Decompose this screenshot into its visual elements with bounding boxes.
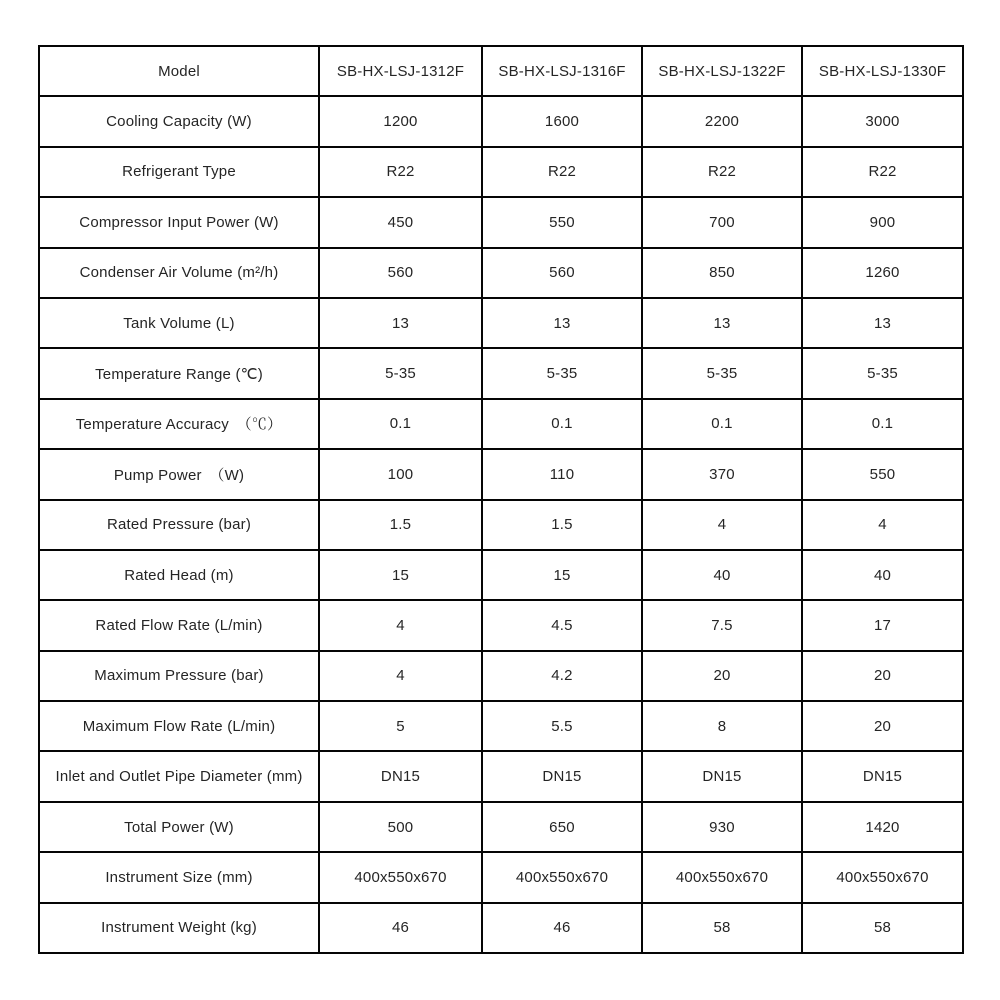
row-label: Rated Head (m) <box>39 550 319 600</box>
table-row <box>39 449 963 499</box>
row-label: Rated Flow Rate (L/min) <box>39 600 319 650</box>
cell-value: 1600 <box>482 96 642 146</box>
cell-value: 400x550x670 <box>482 852 642 902</box>
header-row <box>39 46 963 96</box>
cell-value: 20 <box>642 651 802 701</box>
row-label: Maximum Flow Rate (L/min) <box>39 701 319 751</box>
cell-value: 1420 <box>802 802 963 852</box>
table-row <box>39 550 963 600</box>
cell-value: 5-35 <box>482 348 642 398</box>
cell-value: R22 <box>319 147 482 197</box>
table-row <box>39 197 963 247</box>
cell-value: 13 <box>482 298 642 348</box>
cell-value: 1260 <box>802 248 963 298</box>
cell-value: 100 <box>319 449 482 499</box>
table-row <box>39 651 963 701</box>
header-column-model: SB-HX-LSJ-1330F <box>802 46 963 96</box>
cell-value: 1.5 <box>319 500 482 550</box>
table-row <box>39 147 963 197</box>
cell-value: 8 <box>642 701 802 751</box>
row-label: Instrument Weight (kg) <box>39 903 319 953</box>
cell-value: 700 <box>642 197 802 247</box>
row-label: Pump Power （W) <box>39 449 319 499</box>
cell-value: 4 <box>802 500 963 550</box>
cell-value: 560 <box>482 248 642 298</box>
cell-value: 15 <box>319 550 482 600</box>
table-row <box>39 248 963 298</box>
cell-value: 58 <box>802 903 963 953</box>
cell-value: 500 <box>319 802 482 852</box>
cell-value: 370 <box>642 449 802 499</box>
table-row <box>39 600 963 650</box>
table-row <box>39 348 963 398</box>
cell-value: 4 <box>319 651 482 701</box>
cell-value: R22 <box>482 147 642 197</box>
row-label: Tank Volume (L) <box>39 298 319 348</box>
cell-value: 13 <box>642 298 802 348</box>
cell-value: R22 <box>802 147 963 197</box>
row-label: Refrigerant Type <box>39 147 319 197</box>
table-row <box>39 500 963 550</box>
cell-value: 7.5 <box>642 600 802 650</box>
table-row <box>39 903 963 953</box>
row-label: Temperature Range (℃) <box>39 348 319 398</box>
cell-value: 850 <box>642 248 802 298</box>
cell-value: 5 <box>319 701 482 751</box>
table-row <box>39 399 963 449</box>
cell-value: 58 <box>642 903 802 953</box>
table-row <box>39 751 963 801</box>
cell-value: 400x550x670 <box>802 852 963 902</box>
cell-value: 5-35 <box>642 348 802 398</box>
table-row <box>39 802 963 852</box>
cell-value: 5-35 <box>802 348 963 398</box>
cell-value: 13 <box>802 298 963 348</box>
cell-value: 13 <box>319 298 482 348</box>
cell-value: 4.5 <box>482 600 642 650</box>
row-label: Rated Pressure (bar) <box>39 500 319 550</box>
cell-value: 17 <box>802 600 963 650</box>
table-row <box>39 701 963 751</box>
row-label: Compressor Input Power (W) <box>39 197 319 247</box>
cell-value: 1.5 <box>482 500 642 550</box>
table-row <box>39 96 963 146</box>
cell-value: 900 <box>802 197 963 247</box>
header-column-model: SB-HX-LSJ-1316F <box>482 46 642 96</box>
cell-value: 560 <box>319 248 482 298</box>
cell-value: 40 <box>642 550 802 600</box>
row-label: Temperature Accuracy （℃） <box>39 399 319 449</box>
cell-value: DN15 <box>319 751 482 801</box>
cell-value: 4 <box>642 500 802 550</box>
cell-value: 550 <box>482 197 642 247</box>
cell-value: 46 <box>482 903 642 953</box>
cell-value: 15 <box>482 550 642 600</box>
table-row <box>39 852 963 902</box>
header-column-model: SB-HX-LSJ-1322F <box>642 46 802 96</box>
cell-value: 650 <box>482 802 642 852</box>
cell-value: 400x550x670 <box>642 852 802 902</box>
cell-value: DN15 <box>802 751 963 801</box>
cell-value: 4.2 <box>482 651 642 701</box>
cell-value: 550 <box>802 449 963 499</box>
cell-value: 3000 <box>802 96 963 146</box>
cell-value: DN15 <box>482 751 642 801</box>
row-label: Maximum Pressure (bar) <box>39 651 319 701</box>
header-model-label: Model <box>39 46 319 96</box>
row-label: Condenser Air Volume (m²/h) <box>39 248 319 298</box>
row-label: Instrument Size (mm) <box>39 852 319 902</box>
table-row <box>39 298 963 348</box>
row-label: Total Power (W) <box>39 802 319 852</box>
cell-value: 110 <box>482 449 642 499</box>
cell-value: 0.1 <box>319 399 482 449</box>
cell-value: R22 <box>642 147 802 197</box>
cell-value: 930 <box>642 802 802 852</box>
cell-value: 20 <box>802 701 963 751</box>
header-column-model: SB-HX-LSJ-1312F <box>319 46 482 96</box>
cell-value: 2200 <box>642 96 802 146</box>
cell-value: 0.1 <box>802 399 963 449</box>
cell-value: 5.5 <box>482 701 642 751</box>
cell-value: 450 <box>319 197 482 247</box>
cell-value: 46 <box>319 903 482 953</box>
row-label: Cooling Capacity (W) <box>39 96 319 146</box>
cell-value: 1200 <box>319 96 482 146</box>
spec-table <box>38 45 964 954</box>
cell-value: 20 <box>802 651 963 701</box>
cell-value: 4 <box>319 600 482 650</box>
cell-value: 40 <box>802 550 963 600</box>
cell-value: 5-35 <box>319 348 482 398</box>
cell-value: 400x550x670 <box>319 852 482 902</box>
cell-value: 0.1 <box>642 399 802 449</box>
row-label: Inlet and Outlet Pipe Diameter (mm) <box>39 751 319 801</box>
cell-value: 0.1 <box>482 399 642 449</box>
cell-value: DN15 <box>642 751 802 801</box>
